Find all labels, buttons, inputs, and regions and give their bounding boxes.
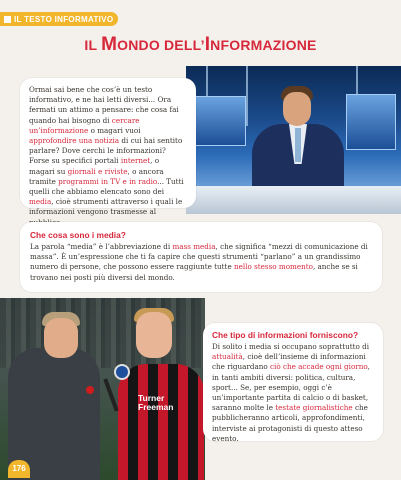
intro-text: ... Tutti quelli che abbiamo elencato sono dei	[29, 176, 184, 197]
intro-highlight: approfondire una notizia	[29, 136, 120, 146]
reporter-face	[44, 318, 78, 358]
intro-text: Ormai sai bene che cos’è un testo informativo, e ne hai letti diversi... Ora fermati un attimo a pensare: che cosa fai quando hai bisogno di	[29, 85, 179, 125]
section-highlight: mass media	[172, 242, 216, 251]
news-desk	[186, 186, 401, 214]
microphone-icon	[114, 364, 130, 380]
section-text: che pubblicheranno articoli, approfondimenti, interviste ai protagonisti di questo atteso evento.	[212, 403, 368, 443]
news-studio-photo	[186, 66, 401, 214]
tag-square-icon	[4, 16, 11, 23]
player-face	[136, 312, 172, 358]
intro-text: o magari vuoi	[88, 125, 141, 135]
section-tag-label: IL TESTO INFORMATIVO	[14, 14, 114, 24]
football-interview-photo	[0, 298, 205, 480]
section-highlight: ciò che accade ogni giorno	[270, 362, 368, 372]
section-body	[30, 242, 372, 283]
section-body	[212, 342, 374, 444]
player-jersey	[118, 364, 204, 480]
page-number: 176	[8, 460, 30, 478]
title-part: NFORMAZIONE	[210, 37, 317, 53]
section-highlight: testate giornalistiche	[275, 403, 353, 413]
jersey-sponsor: Turner Freeman	[138, 393, 174, 412]
section-tag	[0, 12, 118, 26]
title-part: IL	[84, 37, 102, 53]
section-text: La parola “media” è l’abbreviazione di	[30, 242, 173, 251]
intro-highlight: media	[29, 197, 52, 207]
intro-text: , o magari su	[29, 156, 160, 176]
studio-light	[246, 66, 248, 126]
intro-text-box	[20, 78, 196, 217]
anchor-tie	[295, 128, 301, 162]
title-part: I	[204, 34, 211, 55]
microphone-handle	[103, 378, 118, 411]
intro-text: , o ancora tramite	[29, 166, 164, 186]
section-highlight: attualità	[212, 352, 243, 362]
section-heading: Che cosa sono i media?	[30, 230, 126, 240]
section-text: , in tanti ambiti diversi: politica, cultura, sport... Se, per esempio, oggi c’è un’importante partita di calcio o di basket, saranno molte le	[212, 362, 370, 413]
section-text: , anche se si trovano nei posti più diversi del mondo.	[30, 262, 358, 282]
media-definition-box	[20, 222, 382, 292]
intro-highlight: programmi in TV e in radio	[58, 176, 158, 186]
page-title	[0, 34, 401, 56]
media-content-box	[203, 323, 383, 441]
title-part: ’	[200, 37, 205, 53]
intro-highlight: giornali e riviste	[67, 166, 128, 176]
title-part: M	[101, 34, 118, 55]
title-part: ONDO DELL	[117, 37, 201, 53]
section-text: , cioè dell’insieme di informazioni che riguardano	[212, 352, 366, 372]
intro-text: , cioè strumenti attraverso i quali le informazioni vengono trasmesse al	[29, 197, 183, 217]
intro-highlight: internet	[120, 156, 151, 166]
anchor-face	[283, 92, 311, 126]
section-text: Di solito i media si occupano soprattutto di	[212, 342, 370, 351]
section-text: , che significa “mezzi di comunicazione di massa”. È un’espressione che ti fa capire che questi strumenti “parlano” a un grandissimo numero di persone, che possono essere raggiunte tutte	[30, 242, 368, 272]
intro-text: di cui hai sentito parlare? Dove cerchi le informazioni? Forse su specifici portali	[29, 136, 183, 166]
section-highlight: nello stesso momento	[233, 262, 313, 272]
intro-highlight: cercare un’informazione	[29, 115, 140, 135]
poppy-icon	[86, 386, 94, 394]
studio-screen	[194, 96, 246, 146]
section-heading: Che tipo di informazioni forniscono?	[212, 330, 359, 340]
studio-screen	[346, 94, 396, 150]
